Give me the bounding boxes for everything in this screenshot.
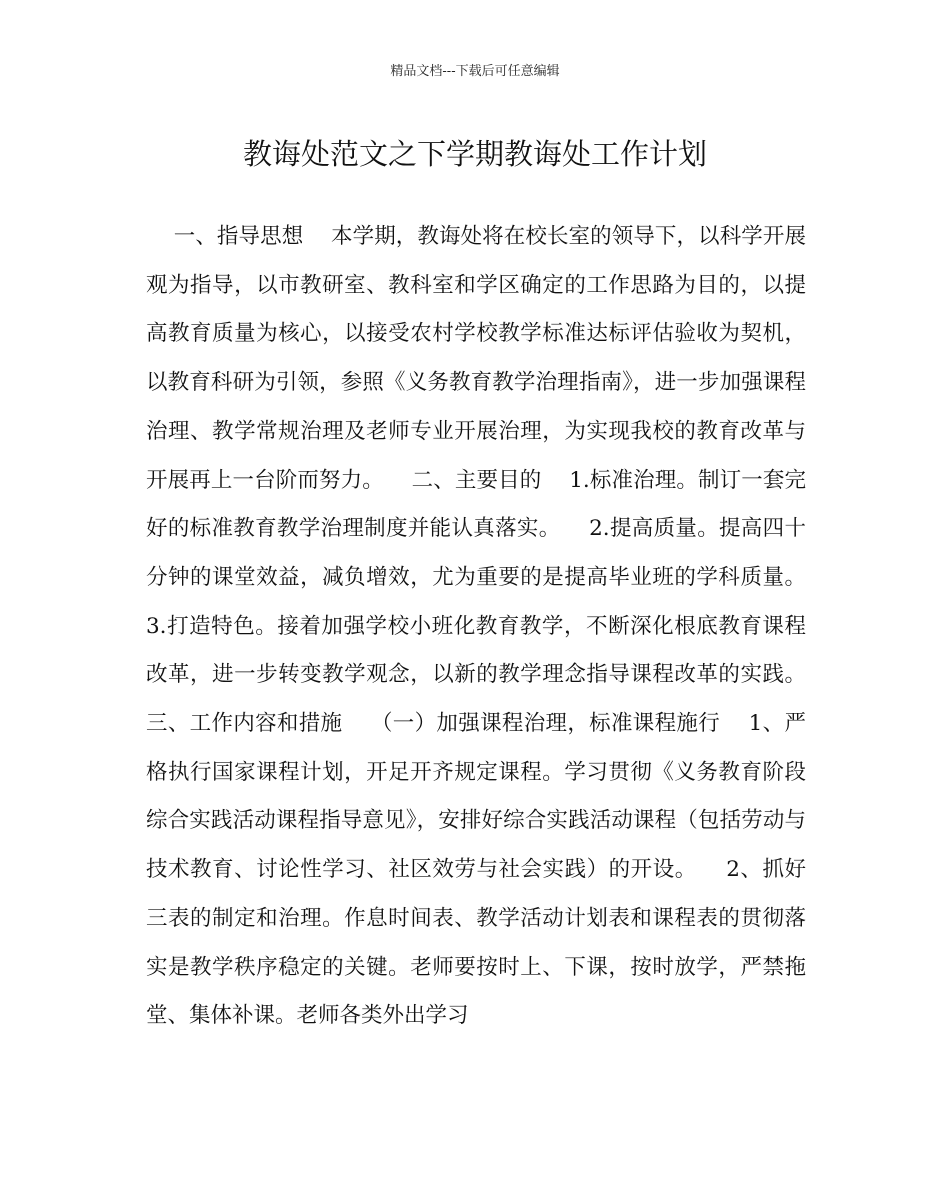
header-note: 精品文档---下载后可任意编辑 bbox=[390, 64, 560, 79]
body-paragraph: 一、指导思想 本学期，教诲处将在校长室的领导下，以科学开展观为指导，以市教研室、教科室和学区确定的工作思路为目的，以提高教育质量为核心，以接受农村学校教学标准达标评估验收为契机，以教育科研为引领，参照《义务教育教学治理指南》，进一步加强课程治理、教学常规治理及老师专业开展治理，为实现我校的教育改革与开展再上一台阶而努力。 二、主要目的 1.标准治理。制订一套完好的标准教育教学治理制度并能认真落实。 2.提高质量。提高四十分钟的课堂效益，减负增效，尤为重要的是提高毕业班的学科质量。 3.打造特色。接着加强学校小班化教育教学，不断深化根底教育课程改革，进一步转变教学观念，以新的教学理念指导课程改革的实践。 三、工作内容和措施 （一）加强课程治理，标准课程施行 1、严格执行国家课程计划，开足开齐规定课程。学习贯彻《义务教育阶段综合实践活动课程指导意见》，安排好综合实践活动课程（包括劳动与技术教育、讨论性学习、社区效劳与社会实践）的开设。 2、抓好三表的制定和治理。作息时间表、教学活动计划表和课程表的贯彻落实是教学秩序稳定的关键。老师要按时上、下课，按时放学，严禁拖堂、集体补课。老师各类外出学习 bbox=[146, 224, 834, 1029]
document-title: 教诲处范文之下学期教诲处工作计划 bbox=[242, 137, 707, 171]
